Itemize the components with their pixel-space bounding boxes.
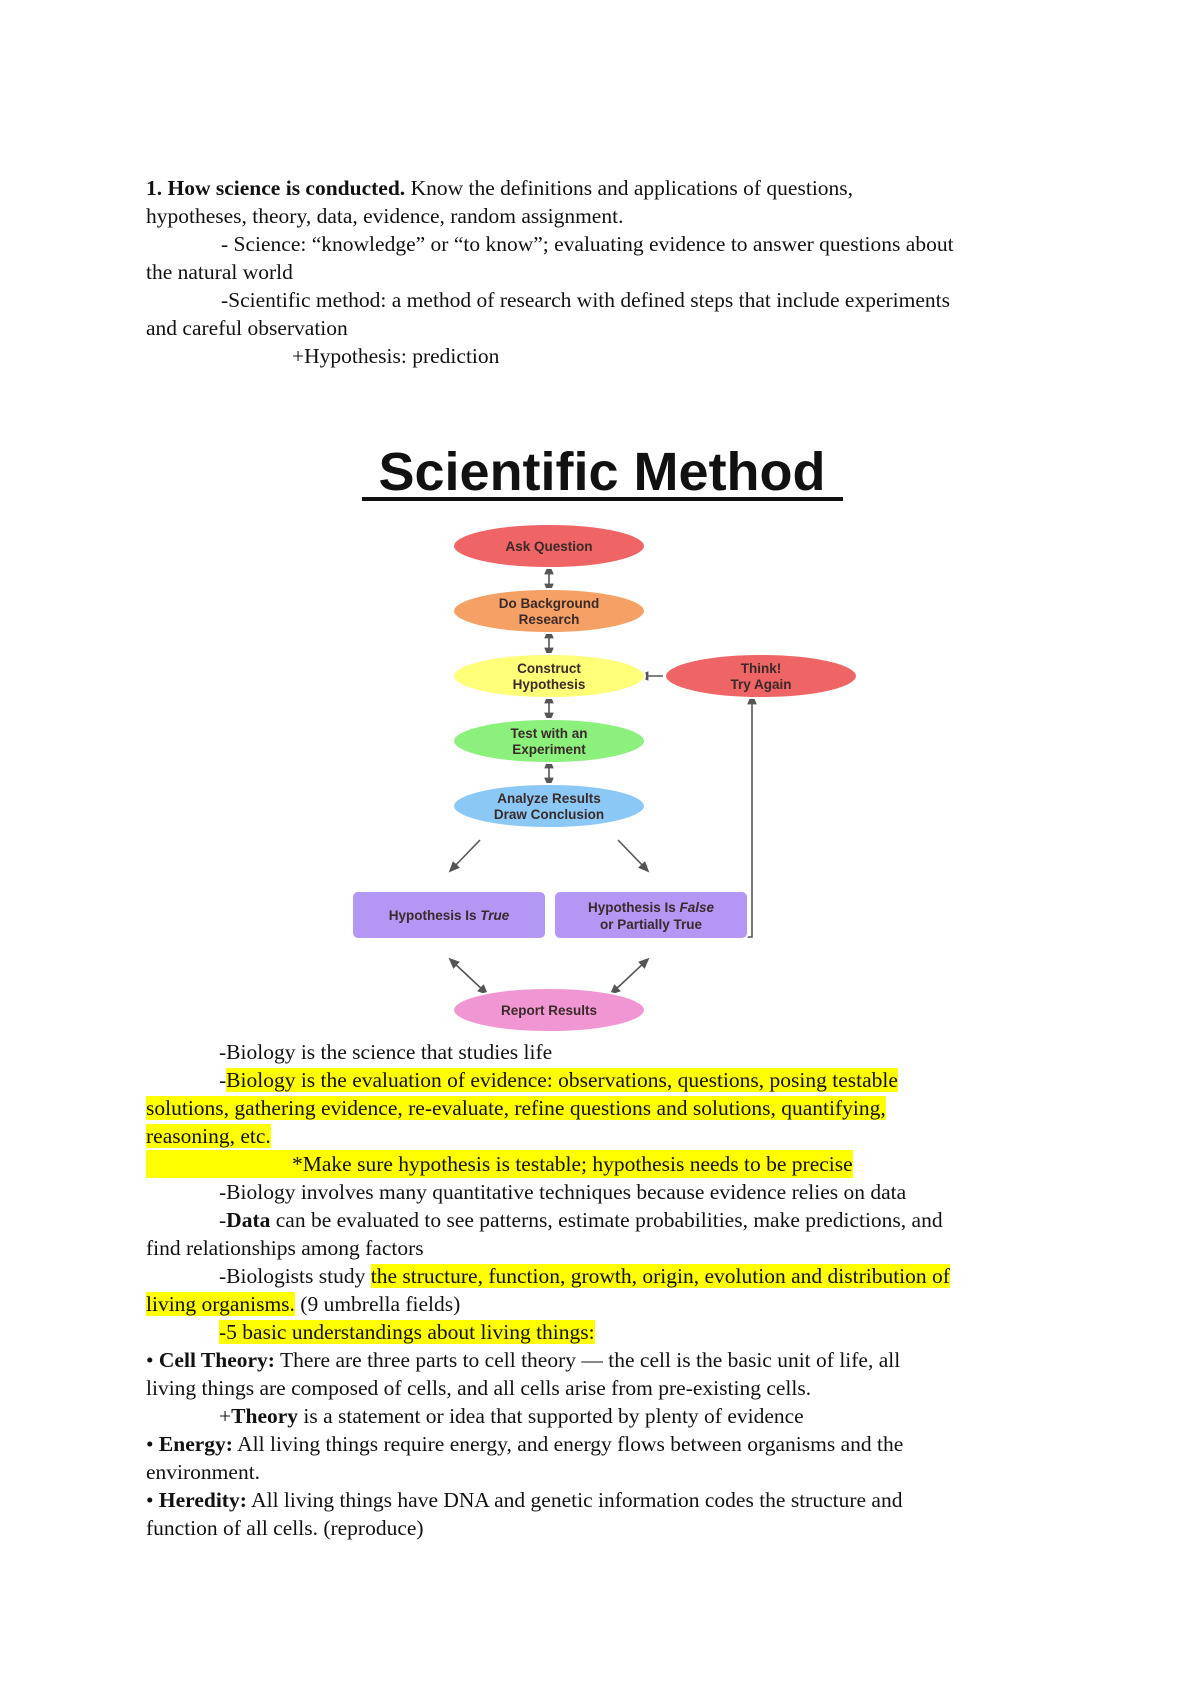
node-true-prefix: Hypothesis Is <box>388 908 481 923</box>
diagram-title: Scientific Method <box>378 442 826 502</box>
node-construct-hypothesis <box>453 654 645 698</box>
node-true-word: True <box>480 908 510 923</box>
node-test-label-1: Test with an <box>510 726 588 741</box>
highlight-five-understandings: -5 basic understandings about living things: <box>219 1320 595 1344</box>
node-hypothesis-label-1: Construct <box>517 661 581 676</box>
node-report-results <box>453 988 645 1032</box>
node-think-label-1: Think! <box>740 661 782 676</box>
node-false-word: False <box>679 900 715 915</box>
node-false-prefix: Hypothesis Is <box>587 900 680 915</box>
node-analyze-label-2: Draw Conclusion <box>493 807 605 822</box>
note-energy-cont: environment. <box>146 1460 261 1484</box>
note-heredity-cont: function of all cells. (reproduce) <box>146 1516 424 1540</box>
node-test-experiment <box>453 719 645 763</box>
note-biologists-study-cont: living organisms. (9 umbrella fields) <box>146 1292 461 1316</box>
node-hypothesis-label-2: Hypothesis <box>512 677 586 692</box>
node-ask-label: Ask Question <box>505 539 593 554</box>
note-hypothesis: +Hypothesis: prediction <box>292 344 500 368</box>
node-false-label-2: or Partially True <box>599 917 703 932</box>
node-background-label-1: Do Background <box>498 596 600 611</box>
arrow-false-report <box>613 961 646 992</box>
term-energy: Energy: <box>158 1432 233 1456</box>
note-theory: +Theory is a statement or idea that supported by plenty of evidence <box>219 1404 804 1428</box>
note-energy: • Energy: All living things require energy, and energy flows between organisms and the <box>146 1432 904 1456</box>
arrow-true-report <box>452 961 485 992</box>
node-hypothesis-true <box>352 891 546 939</box>
section-heading-line <box>146 174 1066 202</box>
node-hypothesis-false <box>554 891 748 939</box>
section-number: 1. <box>146 176 163 200</box>
node-report-label: Report Results <box>500 1003 598 1018</box>
highlight-reasoning: reasoning, etc. <box>146 1124 271 1148</box>
term-data: Data <box>226 1208 271 1232</box>
highlight-biology-evaluation: Biology is the evaluation of evidence: observations, questions, posing testable <box>226 1068 898 1092</box>
note-scientific-method: -Scientific method: a method of research with defined steps that include experiments <box>221 288 950 312</box>
term-heredity: Heredity: <box>158 1488 247 1512</box>
note-cell-theory: • Cell Theory: There are three parts to cell theory — the cell is the basic unit of life, all <box>146 1348 901 1372</box>
note-biology-evaluation: -Biology is the evaluation of evidence: observations, questions, posing testable <box>219 1068 898 1092</box>
node-false-label-1 <box>588 900 715 915</box>
section-heading: How science is conducted. <box>167 176 406 200</box>
note-biologists-study: -Biologists study the structure, function, growth, origin, evolution and distribution of <box>219 1264 950 1288</box>
note-cell-theory-cont: living things are composed of cells, and all cells arise from pre-existing cells. <box>146 1376 812 1400</box>
node-background-research <box>453 589 645 633</box>
note-biology-evaluation-cont <box>146 1094 1066 1122</box>
term-cell-theory: Cell Theory: <box>158 1348 275 1372</box>
highlight-testable-hypothesis: *Make sure hypothesis is testable; hypothesis needs to be precise <box>146 1150 853 1178</box>
section-notes <box>146 1038 1066 1542</box>
section-intro-line2: hypotheses, theory, data, evidence, random assignment. <box>146 204 624 228</box>
node-ask-question <box>453 524 645 568</box>
arrow-analyze-true <box>452 840 480 869</box>
note-data-cont: find relationships among factors <box>146 1236 424 1260</box>
note-science-cont: the natural world <box>146 260 293 284</box>
note-science: - Science: “knowledge” or “to know”; evaluating evidence to answer questions about <box>221 232 954 256</box>
node-analyze-results <box>453 784 645 828</box>
node-think-label-2: Try Again <box>730 677 792 692</box>
note-five-understandings <box>146 1318 1066 1346</box>
term-theory: Theory <box>231 1404 299 1428</box>
node-analyze-label-1: Analyze Results <box>497 791 601 806</box>
note-data: -Data can be evaluated to see patterns, estimate probabilities, make predictions, and <box>219 1208 943 1232</box>
scientific-method-diagram <box>340 432 880 1032</box>
note-biology-evaluation-end <box>146 1122 1066 1150</box>
note-heredity: • Heredity: All living things have DNA and genetic information codes the structure and <box>146 1488 903 1512</box>
highlight-biologists-study: the structure, function, growth, origin, evolution and distribution of <box>370 1264 950 1288</box>
note-quantitative: -Biology involves many quantitative techniques because evidence relies on data <box>219 1180 907 1204</box>
note-biology-life: -Biology is the science that studies life <box>219 1040 553 1064</box>
node-test-label-2: Experiment <box>512 742 586 757</box>
highlight-living-organisms: living organisms. <box>146 1292 295 1316</box>
note-testable-hypothesis <box>146 1150 1066 1178</box>
highlight-biology-evaluation-cont: solutions, gathering evidence, re-evaluate, refine questions and solutions, quantifying, <box>146 1096 886 1120</box>
node-true-label <box>389 908 510 923</box>
node-think-try-again <box>665 654 857 698</box>
section-intro: Know the definitions and applications of questions, <box>410 176 854 200</box>
node-background-label-2: Research <box>518 612 580 627</box>
note-scientific-method-cont: and careful observation <box>146 316 348 340</box>
arrow-analyze-false <box>618 840 646 869</box>
section-top <box>146 174 1066 370</box>
